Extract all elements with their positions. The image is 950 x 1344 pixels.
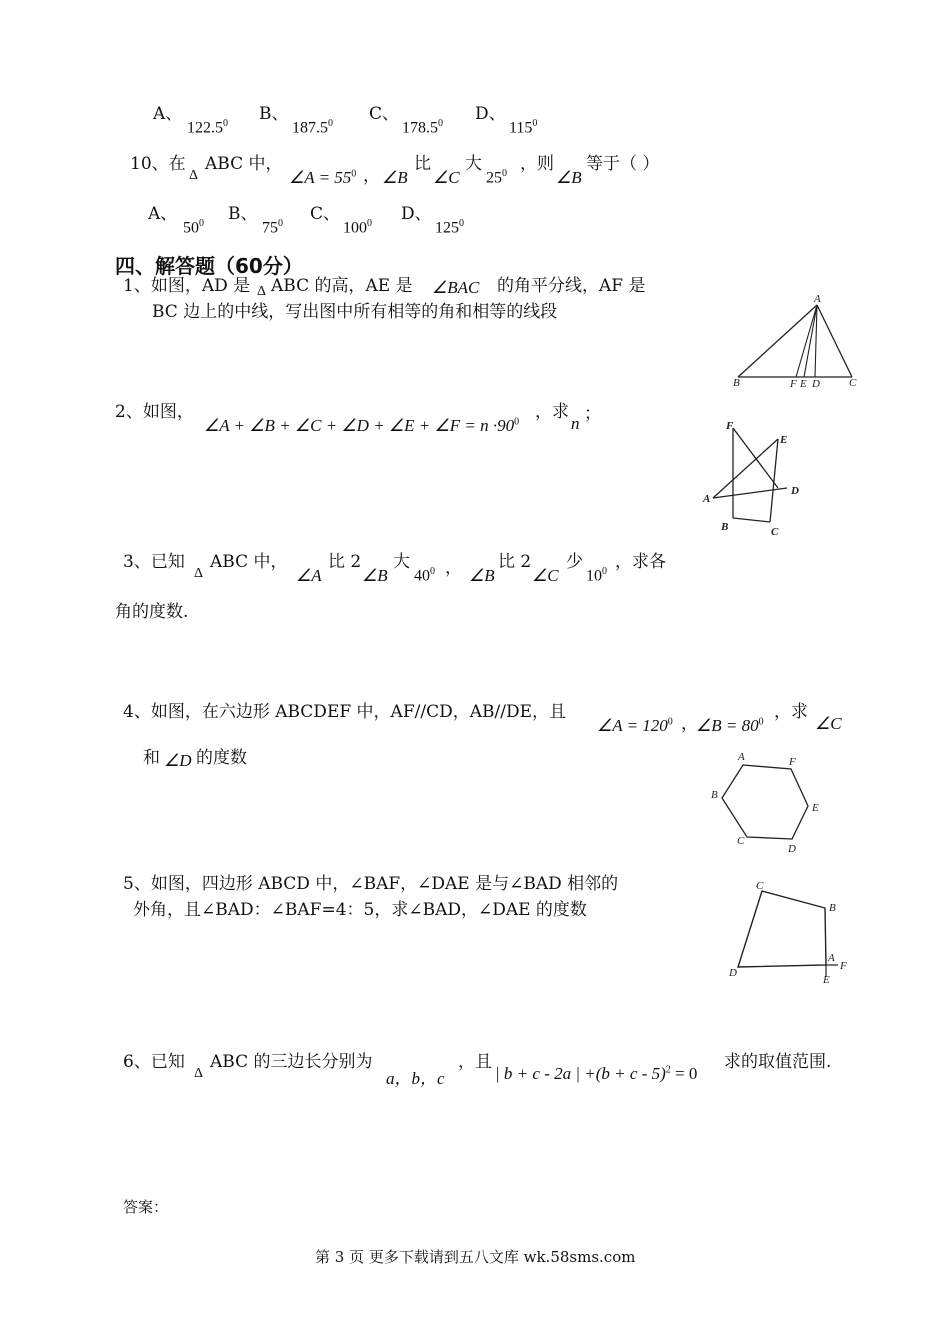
p2-angle-sum-expression: ∠A + ∠B + ∠C + ∠D + ∠E + ∠F = $n \cdot 90^0$ [204, 416, 520, 435]
p5-line2: 外角，且∠BAD：∠BAF=4：5，求∠BAD，∠DAE 的度数 [133, 900, 587, 920]
p2-text-c: ； [584, 404, 601, 424]
p1-line2: BC 边上的中线，写出图中所有相等的角和相等的线段 [152, 302, 558, 322]
p4-fig-label-b: B [711, 789, 718, 801]
q9-option-b-value: 187.5$^0$ [292, 118, 333, 137]
p3-angle-a: ∠A [296, 566, 322, 585]
p4-hexagon-figure [705, 748, 830, 858]
p3-bi2b: 比 2 [498, 552, 532, 572]
p3-text-b: ABC 中， [210, 552, 288, 572]
q10-option-b-value: $75^0$ [262, 218, 283, 237]
q10-bi: 比 [414, 154, 431, 174]
q10-ze: ，则 [520, 154, 554, 174]
q10-option-d-value: $125^0$ [435, 218, 464, 237]
p3-da: 大 [393, 552, 410, 572]
p2-text-b: ，求 [535, 402, 569, 422]
p5-fig-label-b: B [829, 902, 836, 914]
p3-bi2: 比 2 [328, 552, 362, 572]
q9-option-b-label: B、 [259, 104, 289, 124]
p4-fig-label-d: D [788, 843, 796, 855]
p1-angle-bac: ∠BAC [432, 278, 480, 297]
p4-angle-d: ∠D [164, 751, 192, 770]
section-heading-solve: 四、解答题（60分） [115, 254, 303, 278]
p1-text-c: 的角平分线，AF 是 [497, 276, 646, 296]
q10-option-d-label: D、 [401, 204, 432, 224]
p3-shao: 少 [566, 552, 583, 572]
p5-quadrilateral-figure [725, 875, 860, 985]
p4-he: 和 [143, 748, 160, 768]
q10-option-a-value: $50^0$ [183, 218, 204, 237]
p3-text-a: 3、已知 [123, 552, 185, 572]
p4-comma: ， [681, 714, 698, 734]
p1-fig-label-d: D [812, 378, 820, 390]
p6-variables: a，b，c [386, 1069, 445, 1088]
p5-fig-label-e: E [823, 974, 830, 986]
p3-value-40: $40^0$ [414, 566, 435, 585]
p2-var-n: n [571, 414, 580, 433]
p1-fig-label-a: A [814, 293, 821, 305]
page-footer: 第 3 页 更多下载请到五八文库 wk.58sms.com [315, 1248, 636, 1266]
p2-text-a: 2、如图， [115, 402, 194, 422]
q10-angle-a-55: ∠A = $55^0$ [289, 168, 357, 187]
p3-qiu: ，求各 [615, 552, 666, 572]
p4-text-a: 4、如图，在六边形 ABCDEF 中，AF//CD，AB//DE，且 [123, 702, 566, 722]
q10-value-25: $25^0$ [486, 168, 507, 187]
p2-fig-label-e: E [780, 434, 788, 446]
p1-text-a: 1、如图，AD 是 [123, 276, 251, 296]
q10-text1: ABC 中， [205, 154, 283, 174]
q10-comma: ， [363, 166, 380, 186]
p4-fig-label-f: F [789, 756, 796, 768]
p3-comma: ， [445, 558, 462, 578]
q10-angle-c: ∠C [433, 168, 460, 187]
p1-delta: Δ [257, 284, 267, 299]
p6-delta: Δ [194, 1066, 204, 1081]
q10-delta: Δ [189, 168, 199, 183]
p5-fig-label-d: D [729, 967, 737, 979]
q10-prefix: 10、在 [130, 154, 186, 174]
q10-da: 大 [465, 154, 482, 174]
q9-option-a-label: A、 [153, 104, 183, 124]
p6-condition-expression: | b + c - 2a | $+(b + c - 5)^2 = 0$ [495, 1064, 698, 1083]
p4-angle-c: ∠C [815, 714, 842, 733]
q9-option-a-value: 122.5$^0$ [187, 118, 228, 137]
p3-angle-b: ∠B [362, 566, 388, 585]
p3-delta: Δ [194, 566, 204, 581]
p4-tail: 的度数 [196, 748, 247, 768]
p2-fig-label-f: F [726, 420, 734, 432]
q9-option-d-value: $115^0$ [509, 118, 538, 137]
q9-option-c-label: C、 [369, 104, 400, 124]
p6-text-b: ABC 的三边长分别为 [210, 1052, 373, 1072]
q10-option-b-label: B、 [228, 204, 258, 224]
p6-tail: 求的取值范围. [724, 1052, 832, 1072]
q10-option-a-label: A、 [148, 204, 178, 224]
p3-angle-c: ∠C [532, 566, 559, 585]
p5-line1: 5、如图，四边形 ABCD 中，∠BAF，∠DAE 是与∠BAD 相邻的 [123, 874, 619, 894]
p2-fig-label-c: C [771, 526, 779, 538]
q10-option-c-value: $100^0$ [343, 218, 372, 237]
p4-angle-a-120: ∠A = $120^0$ [597, 716, 673, 735]
q10-angle-b-2: ∠B [556, 168, 582, 187]
answer-label: 答案： [123, 1198, 169, 1216]
q10-angle-b: ∠B [382, 168, 408, 187]
q9-option-c-value: 178.5$^0$ [402, 118, 443, 137]
p4-qiu: ，求 [774, 702, 808, 722]
p1-fig-label-b: B [733, 377, 740, 389]
p1-fig-label-f: F [790, 378, 797, 390]
p3-value-10: $10^0$ [586, 566, 607, 585]
p2-fig-label-a: A [703, 493, 711, 505]
p2-fig-label-d: D [791, 485, 799, 497]
p5-fig-label-a: A [828, 952, 835, 964]
p1-fig-label-e: E [800, 378, 807, 390]
p6-qie: ，且 [458, 1052, 492, 1072]
p3-line2: 角的度数. [115, 602, 189, 622]
p4-fig-label-e: E [812, 802, 819, 814]
p4-fig-label-c: C [737, 835, 745, 847]
p1-triangle-figure [730, 290, 860, 390]
p1-fig-label-c: C [849, 377, 857, 389]
p5-fig-label-c: C [756, 880, 764, 892]
p4-angle-b-80: ∠B = $80^0$ [696, 716, 764, 735]
p4-fig-label-a: A [738, 751, 745, 763]
p1-text-b: ABC 的高，AE 是 [271, 276, 413, 296]
p5-fig-label-f: F [840, 960, 847, 972]
q10-deng: 等于（ ） [586, 154, 660, 174]
p6-text-a: 6、已知 [123, 1052, 185, 1072]
p3-angle-b-2: ∠B [469, 566, 495, 585]
p2-star-figure [700, 415, 810, 540]
q9-option-d-label: D、 [475, 104, 506, 124]
q10-option-c-label: C、 [310, 204, 341, 224]
p2-fig-label-b: B [721, 521, 729, 533]
